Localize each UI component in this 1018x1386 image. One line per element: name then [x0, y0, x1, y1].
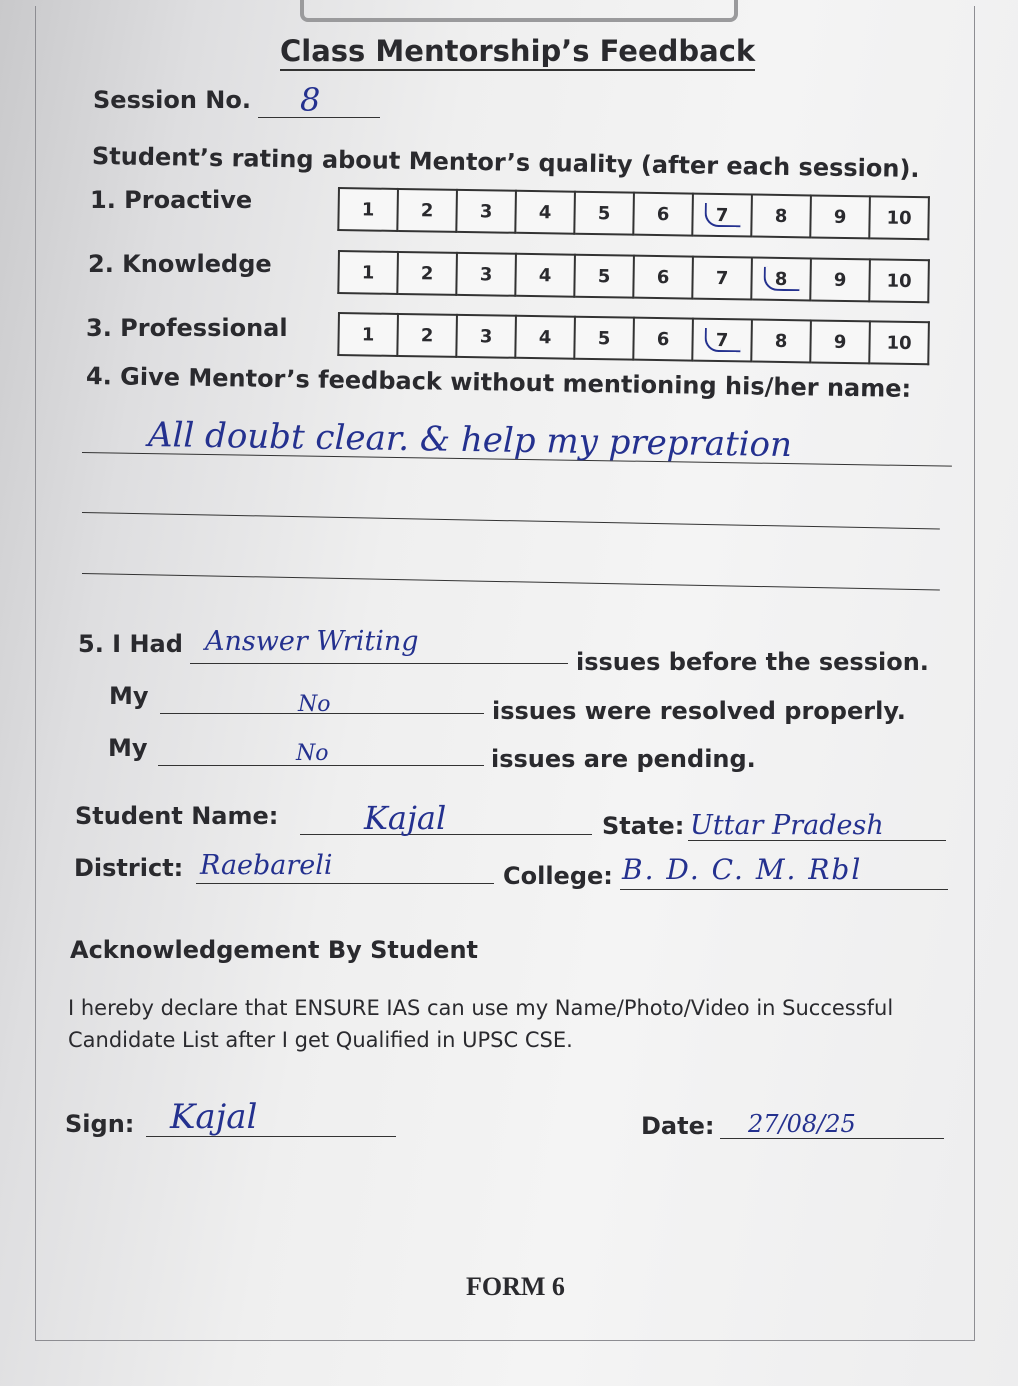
issues-resolved-suffix: issues were resolved properly.: [492, 697, 906, 725]
session-label: Session No.: [93, 86, 251, 114]
rating-option[interactable]: [574, 255, 634, 298]
rating-option-number: 4: [538, 326, 552, 348]
rating-option-number: 10: [886, 270, 912, 292]
rating-option-number: 2: [420, 324, 434, 347]
district-label: District:: [74, 854, 184, 882]
rating-option[interactable]: [692, 194, 752, 237]
state-label: State:: [602, 812, 685, 840]
issues-pending-field[interactable]: No: [296, 741, 329, 766]
rating-scale-proactive[interactable]: [337, 187, 930, 240]
rating-option-number: 7: [715, 329, 729, 351]
rating-option[interactable]: [751, 258, 811, 301]
rating-option-number: 9: [833, 206, 847, 228]
signature-field[interactable]: Kajal: [170, 1097, 258, 1137]
rating-option[interactable]: [869, 321, 929, 364]
rating-option-number: 6: [656, 203, 670, 225]
rating-option[interactable]: [456, 253, 516, 296]
rating-option[interactable]: [456, 190, 516, 233]
rating-option-number: 10: [886, 207, 912, 229]
selected-tick-mark: [763, 267, 799, 292]
rating-option-number: 1: [361, 261, 375, 284]
issues-pending-prefix: My: [108, 734, 148, 762]
rating-option[interactable]: [338, 188, 398, 231]
rating-option-number: 3: [479, 325, 493, 347]
rating-label-knowledge: 2. Knowledge: [88, 250, 272, 278]
rating-option-number: 2: [420, 262, 434, 285]
feedback-label: 4. Give Mentor’s feedback without mentioning his/her name:: [85, 362, 912, 403]
rating-option-number: 4: [538, 201, 552, 223]
date-label: Date:: [641, 1112, 715, 1140]
rating-option-number: 4: [538, 264, 552, 286]
rating-option[interactable]: [397, 189, 457, 232]
rating-option[interactable]: [574, 192, 634, 235]
selected-tick-mark: [704, 203, 740, 228]
sign-label: Sign:: [65, 1110, 135, 1138]
rating-option[interactable]: [869, 259, 929, 302]
rating-option-number: 7: [715, 267, 729, 289]
district-field[interactable]: Raebareli: [200, 850, 333, 881]
rating-option-number: 3: [479, 200, 493, 222]
rating-option[interactable]: [633, 256, 693, 299]
date-field[interactable]: 27/08/25: [748, 1110, 856, 1138]
student-name-label: Student Name:: [75, 802, 279, 830]
rating-option[interactable]: [338, 251, 398, 294]
issues-resolved-prefix: My: [109, 682, 149, 710]
rating-scale-knowledge[interactable]: [337, 250, 930, 303]
rating-scale-professional[interactable]: [337, 312, 930, 365]
rating-option-number: 5: [597, 327, 611, 349]
issues-had-prefix: 5. I Had: [78, 630, 183, 658]
rating-option-number: 9: [833, 331, 847, 353]
rating-option-number: 5: [597, 265, 611, 287]
issues-had-field[interactable]: Answer Writing: [205, 626, 419, 657]
rating-option-number: 9: [833, 269, 847, 291]
rating-option-number: 7: [715, 204, 729, 226]
issues-pending-suffix: issues are pending.: [491, 745, 756, 773]
rating-option[interactable]: [515, 254, 575, 297]
rating-option-number: 10: [886, 332, 912, 354]
rating-option-number: 5: [597, 202, 611, 224]
rating-option[interactable]: [751, 195, 811, 238]
acknowledgement-text: I hereby declare that ENSURE IAS can use my Name/Photo/Video in Successful Candidate List after I get Qualified in UPSC CSE.: [68, 996, 894, 1052]
state-field[interactable]: Uttar Pradesh: [690, 810, 884, 841]
rating-option-number: 8: [774, 205, 788, 227]
rating-option[interactable]: [456, 315, 516, 358]
rating-label-proactive: 1. Proactive: [90, 186, 253, 214]
rating-option[interactable]: [692, 257, 752, 300]
rating-option[interactable]: [574, 317, 634, 360]
rating-option[interactable]: [515, 316, 575, 359]
form-title: Class Mentorship’s Feedback: [280, 34, 755, 71]
rating-option[interactable]: [515, 191, 575, 234]
acknowledgement-heading: Acknowledgement By Student: [70, 936, 478, 964]
rating-option-number: 3: [479, 263, 493, 285]
rating-option-number: 8: [774, 268, 788, 290]
rating-option-number: 1: [361, 198, 375, 221]
college-label: College:: [503, 862, 613, 890]
rating-option[interactable]: [338, 313, 398, 356]
issues-had-suffix: issues before the session.: [576, 648, 929, 676]
rating-option[interactable]: [869, 196, 929, 239]
rating-option[interactable]: [751, 320, 811, 363]
rating-option-number: 1: [361, 323, 375, 346]
selected-tick-mark: [704, 328, 740, 353]
rating-instruction: Student’s rating about Mentor’s quality (after each session).: [91, 142, 920, 183]
rating-option-number: 2: [420, 199, 434, 222]
rating-option-number: 6: [656, 266, 670, 288]
rating-option[interactable]: [633, 193, 693, 236]
college-field[interactable]: B. D. C. M. Rbl: [622, 853, 863, 886]
rating-label-professional: 3. Professional: [86, 314, 288, 342]
feedback-text-field[interactable]: All doubt clear. & help my prepration: [147, 415, 793, 466]
issues-resolved-field[interactable]: No: [298, 692, 331, 717]
form-number: FORM 6: [466, 1272, 565, 1301]
rating-option[interactable]: [633, 318, 693, 361]
rating-option[interactable]: [810, 258, 870, 301]
rating-option-number: 6: [656, 328, 670, 350]
session-number-field[interactable]: 8: [300, 81, 321, 119]
student-name-field[interactable]: Kajal: [364, 799, 447, 837]
rating-option[interactable]: [810, 320, 870, 363]
rating-option[interactable]: [397, 314, 457, 357]
rating-option[interactable]: [810, 195, 870, 238]
rating-option-number: 8: [774, 330, 788, 352]
rating-option[interactable]: [692, 319, 752, 362]
rating-option[interactable]: [397, 252, 457, 295]
